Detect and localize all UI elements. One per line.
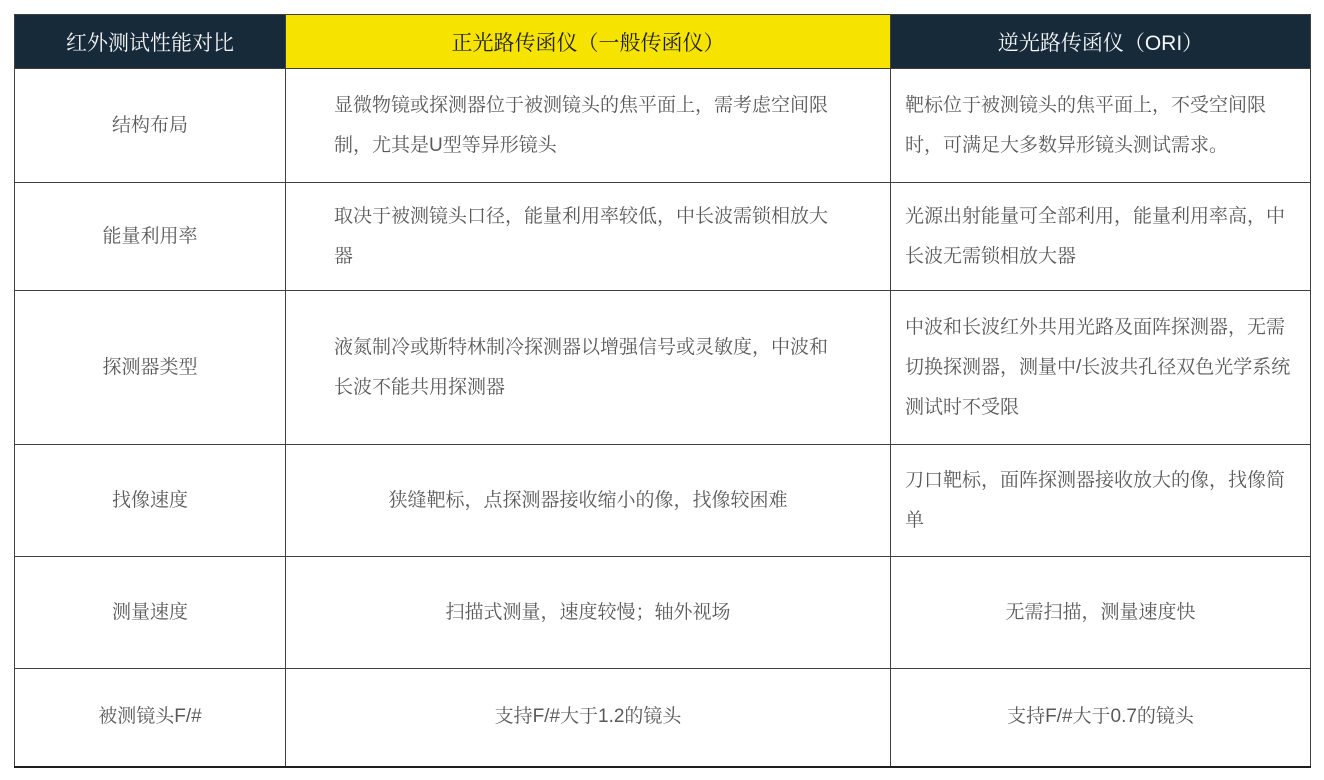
header-cell-reverse-path-instrument: 逆光路传函仪（ORI） (891, 15, 1311, 69)
forward-cell: 扫描式测量，速度较慢；轴外视场 (286, 557, 891, 669)
forward-cell: 取决于被测镜头口径，能量利用率较低，中长波需锁相放大器 (286, 183, 891, 291)
row-label: 能量利用率 (15, 183, 286, 291)
forward-cell: 液氮制冷或斯特林制冷探测器以增强信号或灵敏度，中波和长波不能共用探测器 (286, 291, 891, 445)
table-row-energy-utilization (15, 183, 1311, 291)
table-row-structure-layout (15, 69, 1311, 183)
table-row-image-finding-speed (15, 445, 1311, 557)
row-label: 测量速度 (15, 557, 286, 669)
forward-cell: 显微物镜或探测器位于被测镜头的焦平面上，需考虑空间限制，尤其是U型等异形镜头 (286, 69, 891, 183)
reverse-cell: 中波和长波红外共用光路及面阵探测器，无需切换探测器，测量中/长波共孔径双色光学系统测试时不受限 (891, 291, 1311, 445)
reverse-cell: 刀口靶标，面阵探测器接收放大的像，找像简单 (891, 445, 1311, 557)
table-row-measurement-speed (15, 557, 1311, 669)
forward-cell: 狭缝靶标，点探测器接收缩小的像，找像较困难 (286, 445, 891, 557)
row-label: 被测镜头F/# (15, 669, 286, 767)
table-row-detector-type (15, 291, 1311, 445)
row-label: 结构布局 (15, 69, 286, 183)
forward-cell: 支持F/#大于1.2的镜头 (286, 669, 891, 767)
reverse-cell: 无需扫描，测量速度快 (891, 557, 1311, 669)
reverse-cell: 光源出射能量可全部利用，能量利用率高，中长波无需锁相放大器 (891, 183, 1311, 291)
comparison-table (14, 14, 1311, 768)
header-cell-comparison-title: 红外测试性能对比 (15, 15, 286, 69)
row-label: 探测器类型 (15, 291, 286, 445)
header-row (15, 15, 1311, 69)
row-label: 找像速度 (15, 445, 286, 557)
table-row-lens-f-number (15, 669, 1311, 767)
header-cell-forward-path-instrument: 正光路传函仪（一般传函仪） (286, 15, 891, 69)
reverse-cell: 支持F/#大于0.7的镜头 (891, 669, 1311, 767)
reverse-cell: 靶标位于被测镜头的焦平面上，不受空间限时，可满足大多数异形镜头测试需求。 (891, 69, 1311, 183)
